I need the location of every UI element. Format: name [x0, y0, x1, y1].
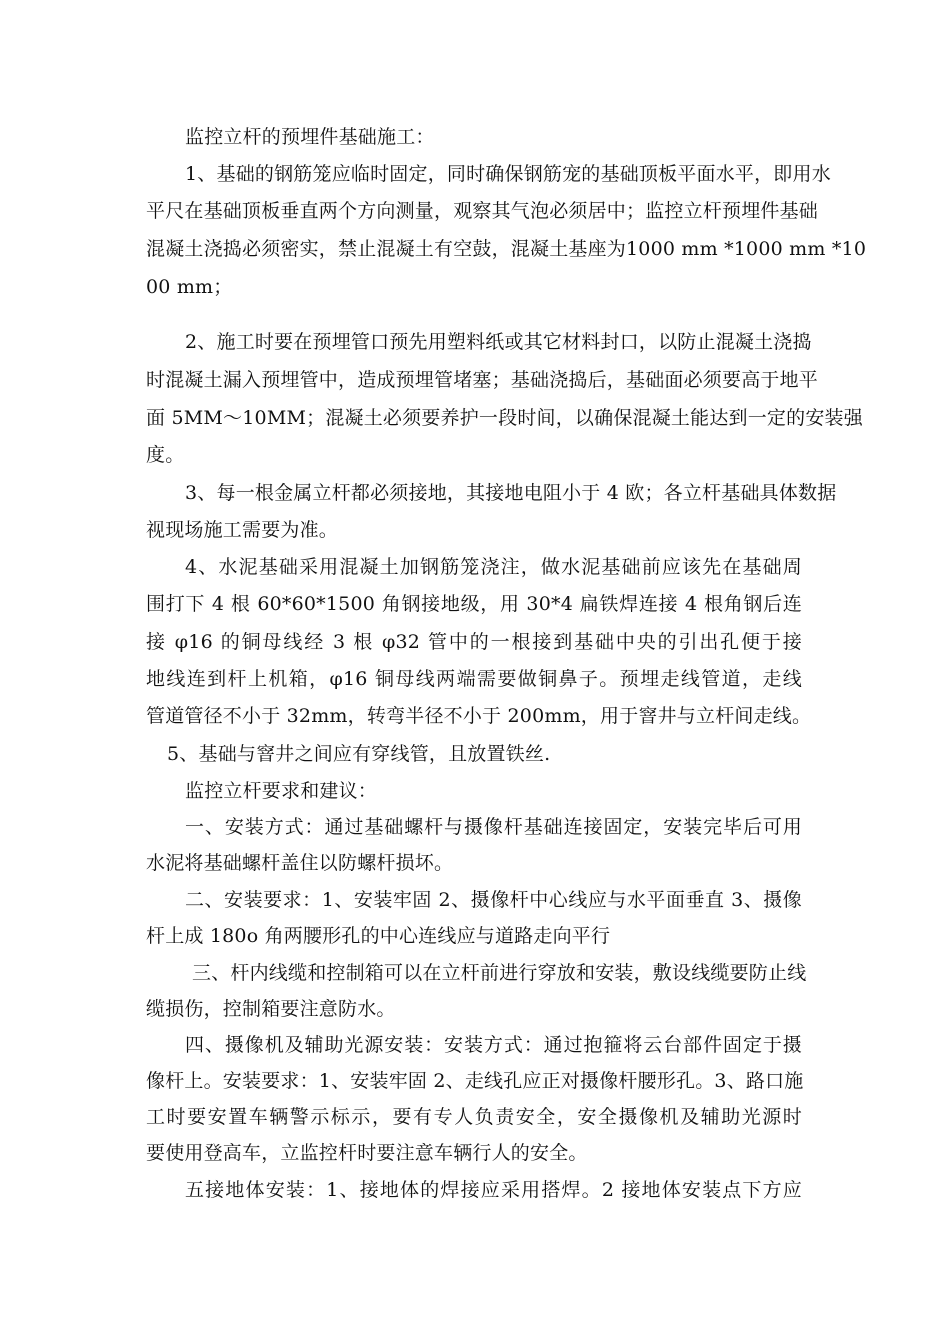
paragraph-line: 2、施工时要在预埋管口预先用塑料纸或其它材料封口，以防止混凝土浇捣	[185, 331, 812, 353]
paragraph-line: 围打下 4 根 60*60*1500 角钢接地级，用 30*4 扁铁焊连接 4 根角钢后连	[146, 593, 802, 615]
paragraph-line: 管道管径不小于 32mm，转弯半径不小于 200mm，用于窨井与立杆间走线。	[146, 705, 812, 727]
paragraph-line: 面 5MM～10MM；混凝土必须要养护一段时间，以确保混凝土能达到一定的安装强	[146, 407, 863, 429]
paragraph-line: 杆上成 180o 角两腰形孔的中心连线应与道路走向平行	[146, 925, 611, 947]
paragraph-line: 00 mm；	[146, 276, 233, 298]
paragraph-line: 地线连到杆上机箱，φ16 铜母线两端需要做铜鼻子。预埋走线管道，走线	[146, 668, 802, 690]
paragraph-line: 缆损伤，控制箱要注意防水。	[146, 998, 396, 1020]
paragraph-line: 五接地体安装：1、接地体的焊接应采用搭焊。2 接地体安装点下方应	[185, 1179, 802, 1201]
paragraph-line: 二、安装要求：1、安装牢固 2、摄像杆中心线应与水平面垂直 3、摄像	[185, 889, 802, 911]
paragraph-line: 要使用登高车，立监控杆时要注意车辆行人的安全。	[146, 1142, 588, 1164]
paragraph-line: 时混凝土漏入预埋管中，造成预埋管堵塞；基础浇捣后，基础面必须要高于地平	[146, 369, 819, 391]
paragraph-line: 像杆上。安装要求：1、安装牢固 2、走线孔应正对摄像杆腰形孔。3、路口施	[146, 1070, 804, 1092]
paragraph-line: 水泥将基础螺杆盖住以防螺杆损坏。	[146, 852, 454, 874]
paragraph-line: 三、杆内线缆和控制箱可以在立杆前进行穿放和安装，敷设线缆要防止线	[192, 962, 807, 984]
section-heading: 监控立杆要求和建议：	[185, 780, 378, 802]
paragraph-line: 3、每一根金属立杆都必须接地，其接地电阻小于 4 欧；各立杆基础具体数据	[185, 482, 837, 504]
paragraph-line: 1、基础的钢筋笼应临时固定，同时确保钢筋宠的基础顶板平面水平，即用水	[185, 163, 831, 185]
paragraph-line: 接 φ16 的铜母线经 3 根 φ32 管中的一根接到基础中央的引出孔便于接	[146, 631, 802, 653]
section-heading: 监控立杆的预埋件基础施工：	[185, 126, 435, 148]
paragraph-line: 平尺在基础顶板垂直两个方向测量，观察其气泡必须居中；监控立杆预埋件基础	[146, 200, 819, 222]
paragraph-line: 度。	[146, 444, 185, 466]
paragraph-line: 视现场施工需要为准。	[146, 519, 339, 541]
paragraph-line: 4、水泥基础采用混凝土加钢筋笼浇注，做水泥基础前应该先在基础周	[185, 556, 802, 578]
paragraph-line: 工时要安置车辆警示标示，要有专人负责安全，安全摄像机及辅助光源时	[146, 1106, 802, 1128]
paragraph-line: 一、安装方式：通过基础螺杆与摄像杆基础连接固定，安装完毕后可用	[185, 816, 802, 838]
paragraph-line: 四、摄像机及辅助光源安装：安装方式：通过抱箍将云台部件固定于摄	[185, 1034, 802, 1056]
paragraph-line: 混凝土浇捣必须密实，禁止混凝土有空鼓，混凝土基座为1000 mm *1000 mm *10	[146, 238, 867, 260]
paragraph-line: 5、基础与窨井之间应有穿线管，且放置铁丝.	[167, 743, 551, 765]
